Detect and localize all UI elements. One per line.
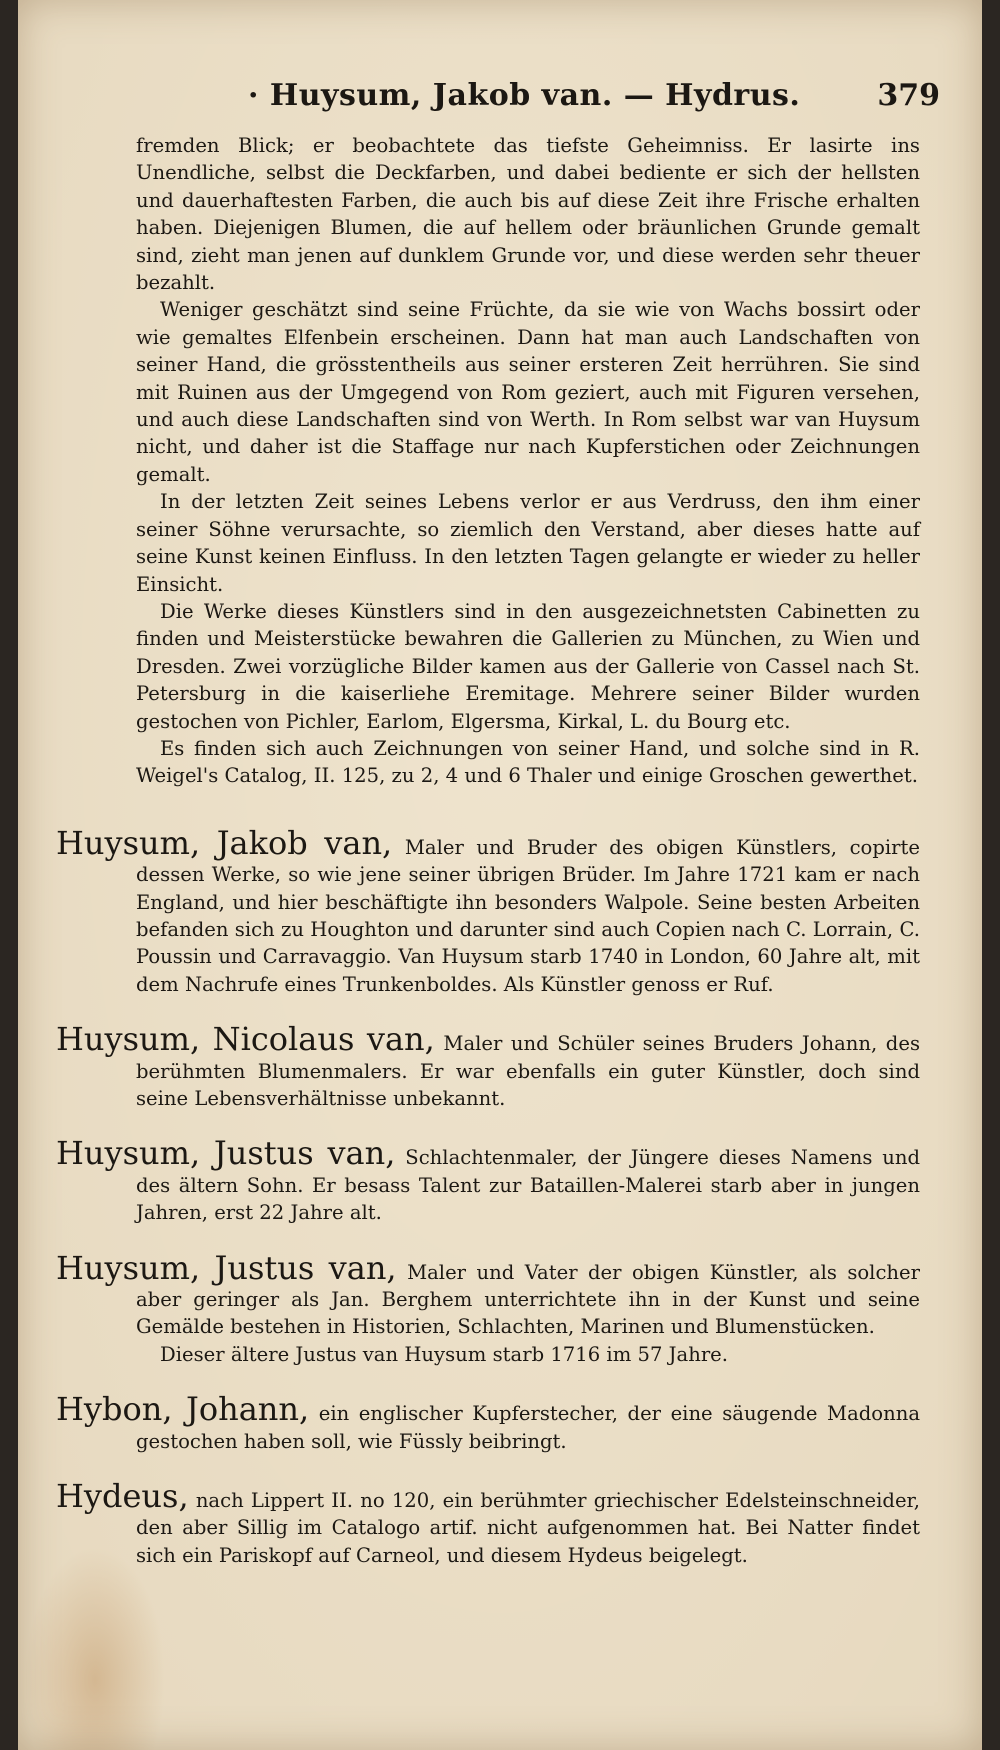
running-head (18, 78, 982, 118)
entry-text: Maler und Bruder des obigen Künstlers, copirte dessen Werke, so wie jene seiner übrigen Brüder. Im Jahre 1721 kam er nach England, und hier beschäftigte ihn besonders Walpole. Seine besten Arbeiten befanden sich zu Houghton und darunter sind auch Copien nach C. Lorrain, C. Poussin und Carravaggio. Van Huysum starb 1740 in London, 60 Jahre alt, mit dem Nachrufe eines Trunkenboldes. Als Künstler genoss er Ruf. (136, 835, 920, 996)
page-number: 379 (877, 78, 940, 113)
book-page (18, 0, 982, 1750)
running-title: · Huysum, Jakob van. — Hydrus. (248, 78, 801, 113)
page-body (56, 132, 920, 1569)
entry-text: ein englischer Kupferstecher, der eine säugende Madonna gestochen haben soll, wie Füssly beibringt. (136, 1402, 921, 1453)
entry-headword: Huysum, Justus van, (56, 1134, 396, 1173)
entry-huysum-jakob (56, 823, 920, 998)
entry-huysum-nicolaus (56, 1020, 921, 1112)
entry-headword: Huysum, Justus van, (56, 1248, 397, 1287)
entry-headword: Hydeus, (56, 1477, 189, 1516)
entry-headword: Huysum, Jakob van, (56, 823, 393, 862)
entry-huysum-justus-elder (56, 1248, 921, 1341)
entry-headword: Huysum, Nicolaus van, (56, 1020, 435, 1059)
entry-text: Schlachtenmaler, der Jüngere dieses Namens und des ältern Sohn. Er besass Talent zur Bataillen-Malerei starb aber in jungen Jahren, erst 22 Jahre alt. (136, 1146, 921, 1225)
continuation-paragraph: Die Werke dieses Künstlers sind in den ausgezeichnetsten Cabinetten zu finden und Meisterstücke bewahren die Gallerien zu München, zu Wien und Dresden. Zwei vorzügliche Bilder kamen aus der Gallerie von Cassel nach St. Petersburg in die kaiserliehe Eremitage. Mehrere seiner Bilder wurden gestochen von Pichler, Earlom, Elgersma, Kirkal, L. du Bourg etc. (136, 599, 920, 733)
continuation-paragraph: Weniger geschätzt sind seine Früchte, da sie wie von Wachs bossirt oder wie gemaltes Elfenbein erscheinen. Dann hat man auch Landschaften von seiner Hand, die grösstentheils aus seiner ersteren Zeit herrühren. Sie sind mit Ruinen aus der Umgegend von Rom geziert, auch mit Figuren versehen, und auch diese Landschaften sind von Werth. In Rom selbst war van Huysum nicht, und daher ist die Staffage nur nach Kupferstichen oder Zeichnungen gemalt. (136, 298, 920, 486)
continuation-paragraph: In der letzten Zeit seines Lebens verlor er aus Verdruss, den ihm einer seiner Söhne verursachte, so ziemlich den Verstand, aber dieses hatte auf seine Kunst keinen Einfluss. In den letzten Tagen gelangte er wieder zu heller Einsicht. (136, 490, 920, 596)
entry-sub-paragraph: Dieser ältere Justus van Huysum starb 1716 im 57 Jahre. (160, 1342, 729, 1366)
entry-text: Maler und Schüler seines Bruders Johann, des berühmten Blumenmalers. Er war ebenfalls ein guter Künstler, doch sind seine Lebensverhältnisse unbekannt. (136, 1032, 921, 1110)
continuation-paragraph: Es finden sich auch Zeichnungen von seiner Hand, und solche sind in R. Weigel's Catalog, II. 125, zu 2, 4 und 6 Thaler und einige Groschen gewerthet. (136, 736, 920, 788)
entry-text: nach Lippert II. no 120, ein berühmter griechischer Edelsteinschneider, den aber Sillig im Catalogo artif. nicht aufgenommen hat. Bei Natter findet sich ein Pariskopf auf Carneol, und diesem Hydeus beigelegt. (136, 1489, 920, 1567)
entry-hybon-johann (56, 1390, 921, 1455)
entry-headword: Hybon, Johann, (56, 1390, 310, 1429)
entry-hydeus (56, 1477, 920, 1569)
continuation-paragraph: fremden Blick; er beobachtete das tiefste Geheimniss. Er lasirte ins Unendliche, selbst die Deckfarben, und dabei bediente er sich der hellsten und dauerhaftesten Farben, die auch bis auf diese Zeit ihre Frische erhalten haben. Diejenigen Blumen, die auf hellem oder bräunlichen Grunde gemalt sind, zieht man jenen auf dunklem Grunde vor, und diese werden sehr theuer bezahlt. (136, 134, 920, 295)
entry-huysum-justus-younger (56, 1134, 921, 1226)
entry-text: Maler und Vater der obigen Künstler, als solcher aber geringer als Jan. Berghem unterrichtete ihn in der Kunst und seine Gemälde bestehen in Historien, Schlachten, Marinen und Blumenstücken. (136, 1260, 921, 1339)
